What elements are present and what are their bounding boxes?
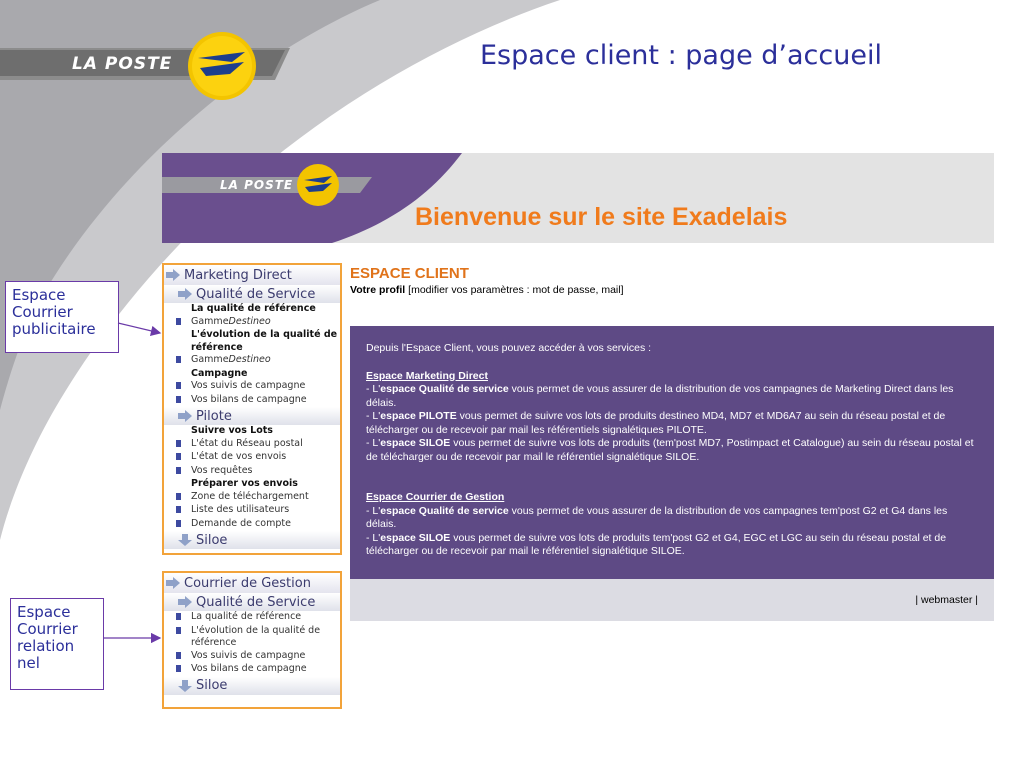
menu-sub-label: Qualité de Service [196, 286, 316, 302]
menu-sub-label: Pilote [196, 408, 232, 424]
menu-item-label: Vos bilans de campagne [191, 393, 307, 405]
service-line: - L'espace Qualité de service vous permet de vous assurer de la distribution de vos campagnes tem'post G2 et G4 dans les délais. [366, 504, 948, 530]
menu-item-label: L'évolution de la qualité de référence [191, 624, 321, 648]
callout-line: nel [17, 654, 40, 672]
service-name: espace PILOTE [380, 410, 457, 422]
service-name: espace Qualité de service [380, 504, 509, 517]
callout-line: Courrier [12, 303, 73, 321]
menu-sub-label: Qualité de Service [196, 594, 316, 610]
menu-item-label: Vos suivis de campagne [191, 380, 306, 391]
menu-item-emphasis: Destineo [228, 354, 271, 365]
menu-item-label: L'évolution de la qualité de référence [191, 329, 338, 353]
menu-item-label: Gamme [191, 315, 229, 327]
service-name: espace Qualité de service [380, 383, 509, 395]
menu-item-label: Zone de téléchargement [191, 490, 309, 502]
service-name: espace SILOE [380, 531, 451, 544]
menu-item-label: Vos suivis de campagne [191, 649, 306, 661]
service-line: - L'espace SILOE vous permet de suivre vos lots de produits (tem'post MD7, Postimpact et Catalogue) au sein du réseau postal et de télécharger ou de recevoir par mail le référentiel signalétique SILOE. [366, 437, 974, 463]
services-intro: Depuis l'Espace Client, vous pouvez accéder à vos services : [366, 342, 652, 354]
banner-title: Bienvenue sur le site Exadelais [415, 203, 788, 231]
menu-header-label: Marketing Direct [184, 267, 292, 283]
menu-item-label: Campagne [191, 367, 248, 379]
callout-line: publicitaire [12, 320, 96, 338]
menu-item-label: L'état de vos envois [191, 451, 287, 462]
menu-item-label: La qualité de référence [191, 303, 316, 314]
menu-item-label: Préparer vos envois [191, 478, 298, 489]
service-line: - L'espace SILOE vous permet de suivre vos lots de produits tem'post G2 et G4, EGC et LGC au sein du réseau postal et de télécharger ou de recevoir par mail le référentiel signalétique SILOE. [366, 531, 947, 557]
callout-line: Espace [17, 603, 71, 621]
service-name: espace SILOE [380, 437, 451, 449]
banner-logo-text: LA POSTE [220, 178, 294, 192]
espace-marketing-direct-link[interactable]: Espace Marketing Direct [366, 369, 488, 382]
menu-item-label: Vos bilans de campagne [191, 663, 307, 674]
espace-client-title: ESPACE CLIENT [350, 265, 469, 282]
menu-item-emphasis: Destineo [228, 315, 271, 327]
profile-label: Votre profil [350, 284, 406, 296]
menu-item-label: Vos requêtes [191, 464, 253, 476]
menu-item-label: Suivre vos Lots [191, 425, 273, 436]
menu-sub-label: Siloe [196, 678, 228, 693]
menu-item-label: L'état du Réseau postal [191, 437, 303, 449]
la-poste-logo-text: LA POSTE [72, 54, 173, 74]
slide-title: Espace client : page d’accueil [480, 40, 882, 71]
menu-item-label: La qualité de référence [191, 611, 302, 622]
menu-item-label: Gamme [191, 354, 229, 365]
profile-settings-link[interactable]: [modifier vos paramètres : mot de passe, mail] [408, 284, 624, 296]
menu-sub-label: Siloe [196, 532, 228, 548]
callout-line: Espace [12, 286, 66, 304]
callout-arrow [118, 323, 160, 333]
espace-courrier-gestion-link[interactable]: Espace Courrier de Gestion [366, 491, 505, 503]
service-line: - L'espace Qualité de service vous permet de vous assurer de la distribution de vos campagnes de Marketing Direct dans les délais. [366, 383, 954, 409]
callout-line: Courrier [17, 620, 78, 638]
callout-line: relation [17, 637, 75, 655]
menu-header-label: Courrier de Gestion [184, 575, 311, 591]
webmaster-link[interactable]: | webmaster | [915, 594, 978, 606]
menu-item-label: Liste des utilisateurs [191, 504, 290, 515]
service-line: - L'espace PILOTE vous permet de suivre vos lots de produits destineo MD4, MD7 et MD6A7 au sein du réseau postal et de télécharger ou de recevoir par mail les référentiels signalétiques PILOTE. [366, 410, 946, 436]
menu-item-label: Demande de compte [191, 517, 291, 529]
